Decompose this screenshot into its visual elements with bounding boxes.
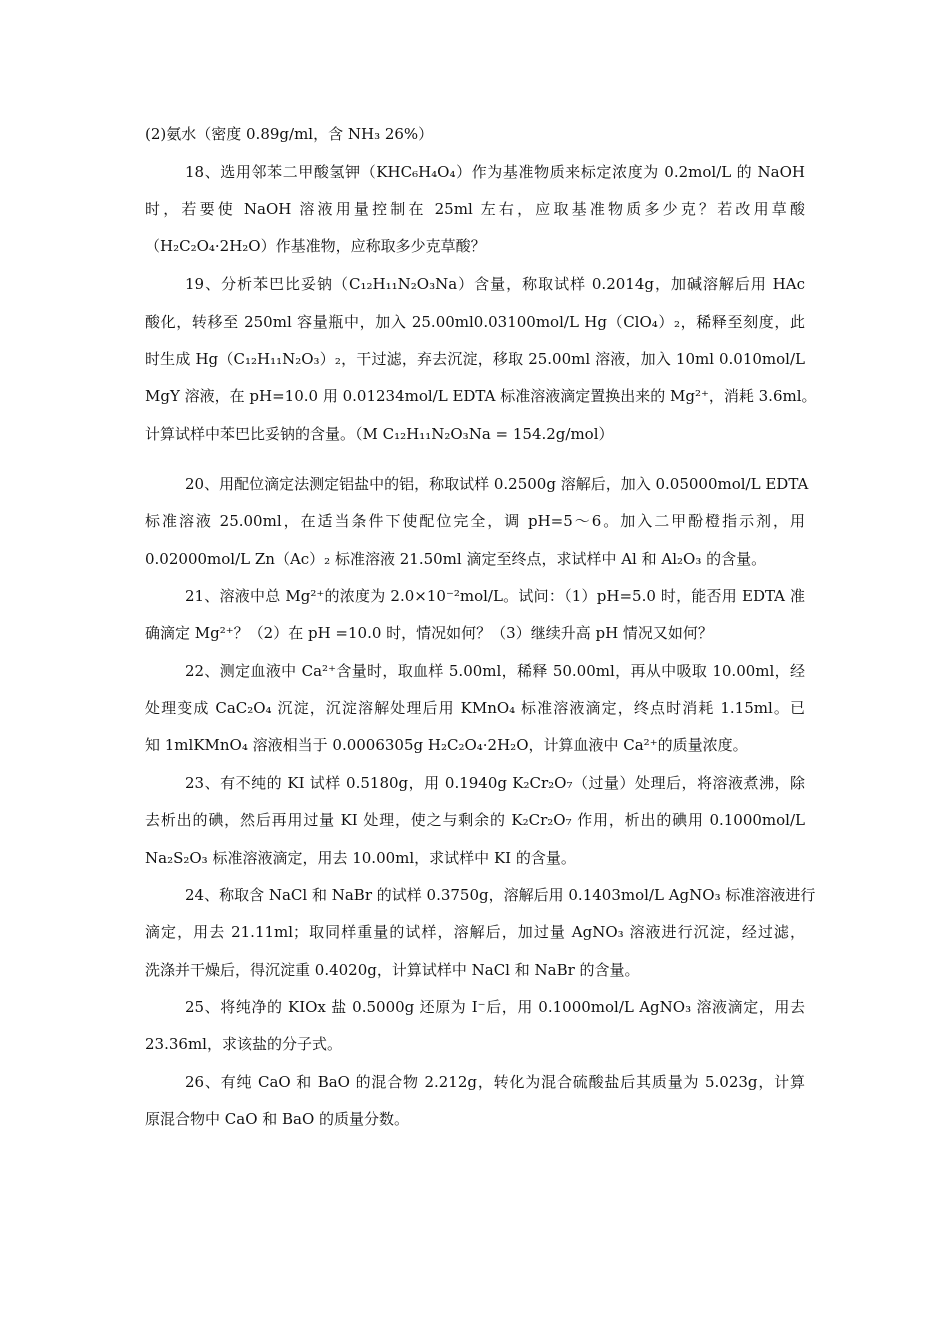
question-23-line-2: 去析出的碘，然后再用过量 KI 处理，使之与剩余的 K₂Cr₂O₇ 作用，析出的碘用 0.1000mol/L — [145, 811, 805, 829]
question-20-line-3: 0.02000mol/L Zn（Ac）₂ 标准溶液 21.50ml 滴定至终点，求试样中 Al 和 Al₂O₃ 的含量。 — [145, 550, 767, 568]
question-18-line-1: 18、选用邻苯二甲酸氢钾（KHC₆H₄O₄）作为基准物质来标定浓度为 0.2mol/L 的 NaOH — [185, 163, 805, 181]
question-25-line-2: 23.36ml，求该盐的分子式。 — [145, 1035, 342, 1053]
question-21-line-1: 21、溶液中总 Mg²⁺的浓度为 2.0×10⁻²mol/L。试问：（1）pH=5.0 时，能否用 EDTA 准 — [185, 587, 805, 605]
question-20-line-2: 标准溶液 25.00ml，在适当条件下使配位完全，调 pH=5～6。加入二甲酚橙指示剂，用 — [145, 512, 805, 530]
text-line-ammonia: (2)氨水（密度 0.89g/ml，含 NH₃ 26%） — [145, 125, 434, 143]
question-24-line-1: 24、称取含 NaCl 和 NaBr 的试样 0.3750g，溶解后用 0.1403mol/L AgNO₃ 标准溶液进行 — [185, 886, 816, 904]
question-19-line-5: 计算试样中苯巴比妥钠的含量。（M C₁₂H₁₁N₂O₃Na = 154.2g/mol） — [145, 425, 614, 443]
question-21-line-2: 确滴定 Mg²⁺？（2）在 pH =10.0 时，情况如何？（3）继续升高 pH 情况又如何？ — [145, 624, 713, 642]
question-22-line-2: 处理变成 CaC₂O₄ 沉淀，沉淀溶解处理后用 KMnO₄ 标准溶液滴定，终点时消耗 1.15ml。已 — [145, 699, 805, 717]
question-25-line-1: 25、将纯净的 KIOx 盐 0.5000g 还原为 I⁻后，用 0.1000mol/L AgNO₃ 溶液滴定，用去 — [185, 998, 805, 1016]
question-19-line-2: 酸化，转移至 250ml 容量瓶中，加入 25.00ml0.03100mol/L Hg（ClO₄）₂，稀释至刻度，此 — [145, 313, 805, 331]
question-20-line-1: 20、用配位滴定法测定铝盐中的铝，称取试样 0.2500g 溶解后，加入 0.05000mol/L EDTA — [185, 475, 809, 493]
question-24-line-3: 洗涤并干燥后，得沉淀重 0.4020g，计算试样中 NaCl 和 NaBr 的含量。 — [145, 961, 640, 979]
question-22-line-1: 22、测定血液中 Ca²⁺含量时，取血样 5.00ml，稀释 50.00ml，再从中吸取 10.00ml，经 — [185, 662, 805, 680]
question-18-line-2: 时，若要使 NaOH 溶液用量控制在 25ml 左右，应取基准物质多少克？若改用草酸 — [145, 200, 805, 218]
question-22-line-3: 知 1mlKMnO₄ 溶液相当于 0.0006305g H₂C₂O₄·2H₂O，计算血液中 Ca²⁺的质量浓度。 — [145, 736, 748, 754]
question-24-line-2: 滴定，用去 21.11ml；取同样重量的试样，溶解后，加过量 AgNO₃ 溶液进行沉淀，经过滤， — [145, 923, 805, 941]
question-26-line-2: 原混合物中 CaO 和 BaO 的质量分数。 — [145, 1110, 410, 1128]
question-19-line-4: MgY 溶液，在 pH=10.0 用 0.01234mol/L EDTA 标准溶液滴定置换出来的 Mg²⁺，消耗 3.6ml。 — [145, 387, 817, 405]
question-19-line-3: 时生成 Hg（C₁₂H₁₁N₂O₃）₂，干过滤，弃去沉淀，移取 25.00ml 溶液，加入 10ml 0.010mol/L — [145, 350, 805, 368]
question-19-line-1: 19、分析苯巴比妥钠（C₁₂H₁₁N₂O₃Na）含量，称取试样 0.2014g，加碱溶解后用 HAc — [185, 275, 805, 293]
question-23-line-3: Na₂S₂O₃ 标准溶液滴定，用去 10.00ml，求试样中 KI 的含量。 — [145, 849, 576, 867]
question-18-line-3: （H₂C₂O₄·2H₂O）作基准物，应称取多少克草酸？ — [145, 237, 486, 255]
question-23-line-1: 23、有不纯的 KI 试样 0.5180g，用 0.1940g K₂Cr₂O₇（过量）处理后，将溶液煮沸，除 — [185, 774, 805, 792]
question-26-line-1: 26、有纯 CaO 和 BaO 的混合物 2.212g，转化为混合硫酸盐后其质量为 5.023g，计算 — [185, 1073, 805, 1091]
